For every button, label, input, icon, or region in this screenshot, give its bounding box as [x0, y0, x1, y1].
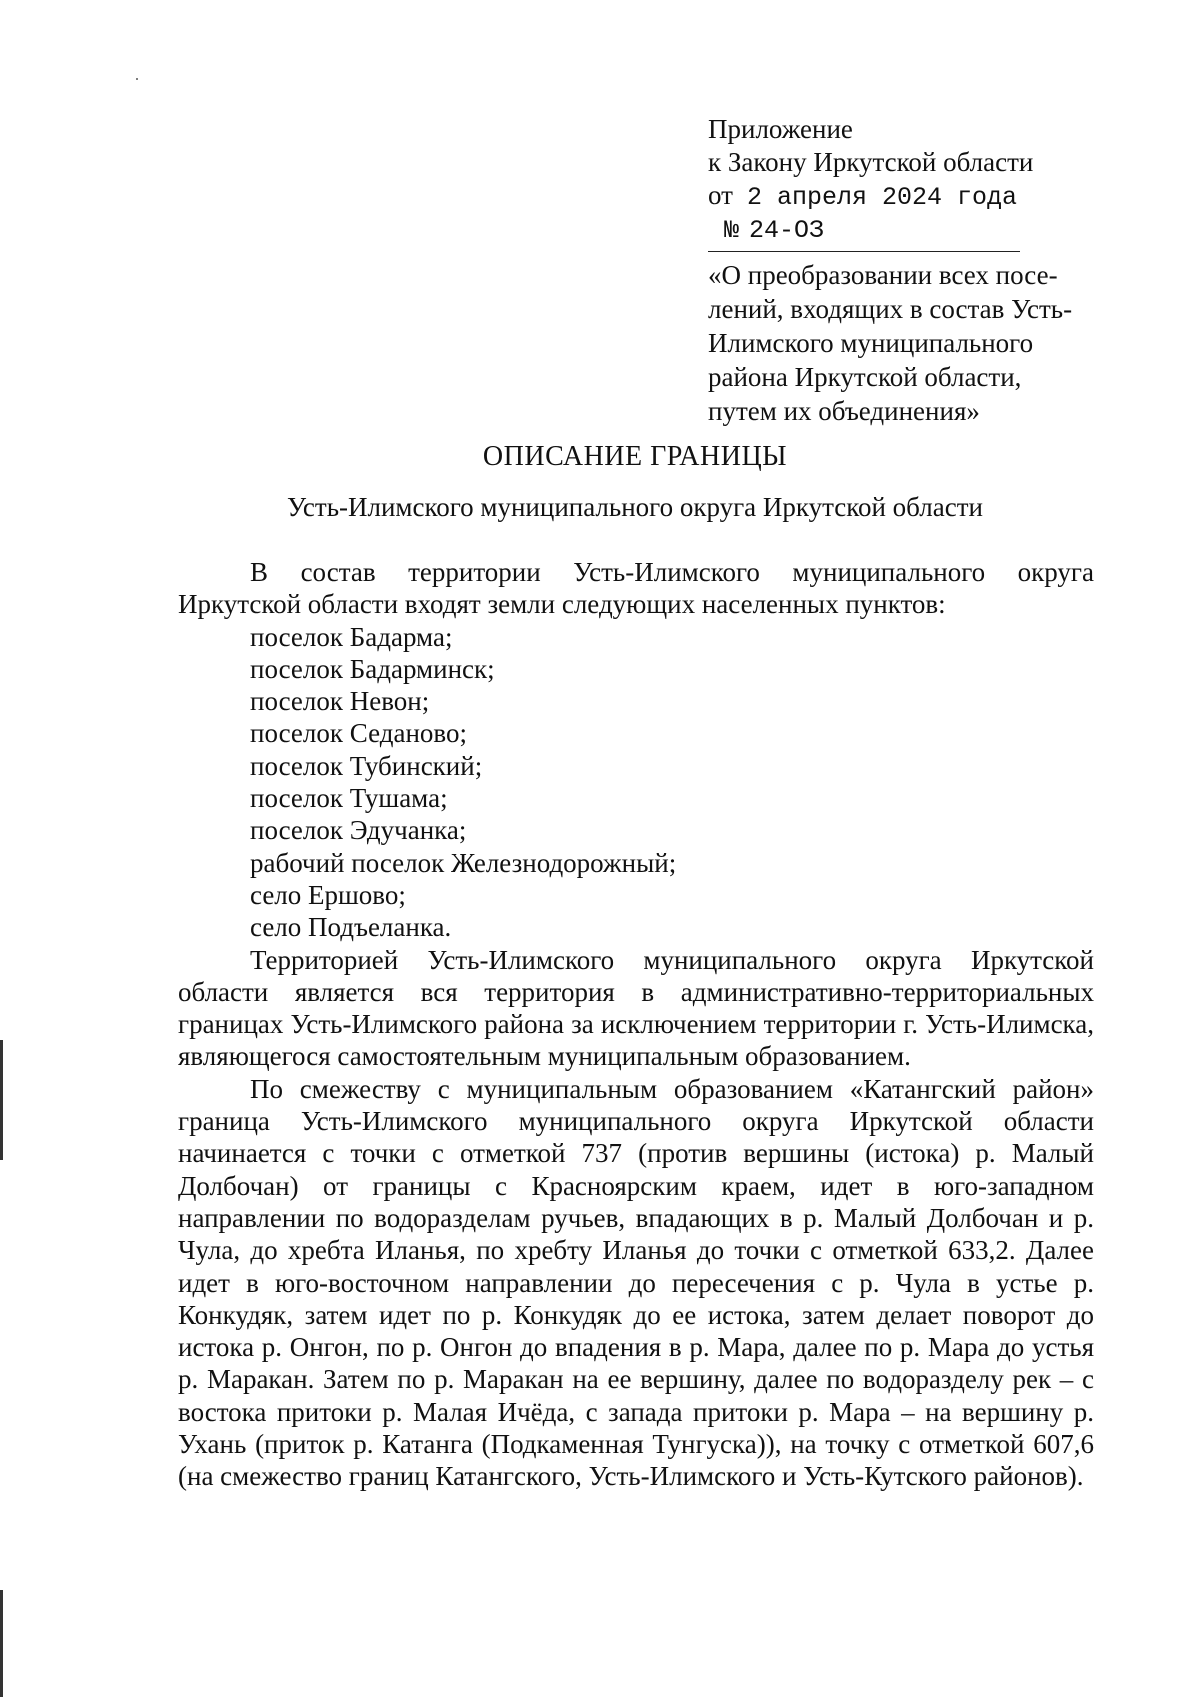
- law-title-line: района Иркутской области,: [708, 362, 1022, 392]
- appendix-header: [708, 113, 1128, 428]
- document-title: ОПИСАНИЕ ГРАНИЦЫ: [482, 441, 788, 472]
- list-item: поселок Тубинский;: [250, 750, 483, 781]
- list-item: село Ершово;: [250, 879, 406, 910]
- list-item: село Подъеланка.: [250, 912, 452, 943]
- settlement-list: [178, 621, 1094, 944]
- law-reference: к Закону Иркутской области: [708, 147, 1034, 177]
- law-title-line: лений, входящих в состав Усть-: [708, 294, 1073, 324]
- law-date: [708, 179, 1128, 214]
- appendix-label: Приложение: [708, 114, 853, 144]
- law-title: [708, 258, 1128, 428]
- number-prefix: №: [724, 216, 740, 245]
- list-item: рабочий поселок Железнодорожный;: [250, 847, 677, 878]
- list-item: поселок Эдучанка;: [250, 815, 467, 846]
- document-body: [178, 556, 1094, 1493]
- list-item: поселок Тушама;: [250, 783, 448, 814]
- intro-paragraph: В состав территории Усть-Илимского муниципального округа Иркутской области входят земли следующих населенных пунктов:: [178, 557, 1094, 620]
- list-item: поселок Седаново;: [250, 718, 467, 749]
- date-value: 2 апреля 2024 года: [746, 183, 1017, 212]
- territory-paragraph: Территорией Усть-Илимского муниципального округа Иркутской области является вся территория в административно-территориальных границах Усть-Илимского района за исключением территории г. Усть-Илимска, являющегося самостоятельным муниципальным образованием.: [178, 944, 1094, 1072]
- law-title-line: Илимского муниципального: [708, 328, 1034, 358]
- header-divider: [708, 251, 1020, 252]
- document-subtitle: Усть-Илимского муниципального округа Иркутской области: [287, 492, 983, 522]
- list-item: поселок Бадарминск;: [250, 653, 495, 684]
- law-title-line: «О преобразовании всех посе-: [708, 260, 1058, 290]
- date-prefix: от: [708, 180, 733, 210]
- scan-edge-mark: [0, 1590, 3, 1697]
- scan-speck: [136, 78, 138, 80]
- list-item: поселок Бадарма;: [250, 621, 453, 652]
- number-value: 24-ОЗ: [749, 216, 825, 245]
- scan-edge-mark: [0, 1040, 3, 1160]
- list-item: поселок Невон;: [250, 686, 430, 717]
- law-title-line: путем их объединения»: [708, 396, 980, 426]
- law-number: [714, 214, 1128, 247]
- boundary-paragraph: По смежеству с муниципальным образованием «Катангский район» граница Усть-Илимского муниципального округа Иркутской области начинается с точки с отметкой 737 (против вершины (истока) р. Малый Долбочан) от границы с Красноярским краем, идет в юго-западном направлении по водоразделам ручьев, впадающих в р. Малый Долбочан и р. Чула, до хребта Иланья, по хребту Иланья до точки с отметкой 633,2. Далее идет в юго-восточном направлении до пересечения с р. Чула в устье р. Конкудяк, затем идет по р. Конкудяк до ее истока, затем делает поворот до истока р. Онгон, по р. Онгон до впадения в р. Мара, далее по р. Мара до устья р. Маракан. Затем по р. Маракан на ее вершину, далее по водоразделу рек – с востока притоки р. Малая Ичёда, с запада притоки р. Мара – на вершину р. Ухань (приток р. Катанга (Подкаменная Тунгуска)), на точку с отметкой 607,6 (на смежество границ Катангского, Усть-Илимского и Усть-Кутского районов).: [178, 1073, 1094, 1492]
